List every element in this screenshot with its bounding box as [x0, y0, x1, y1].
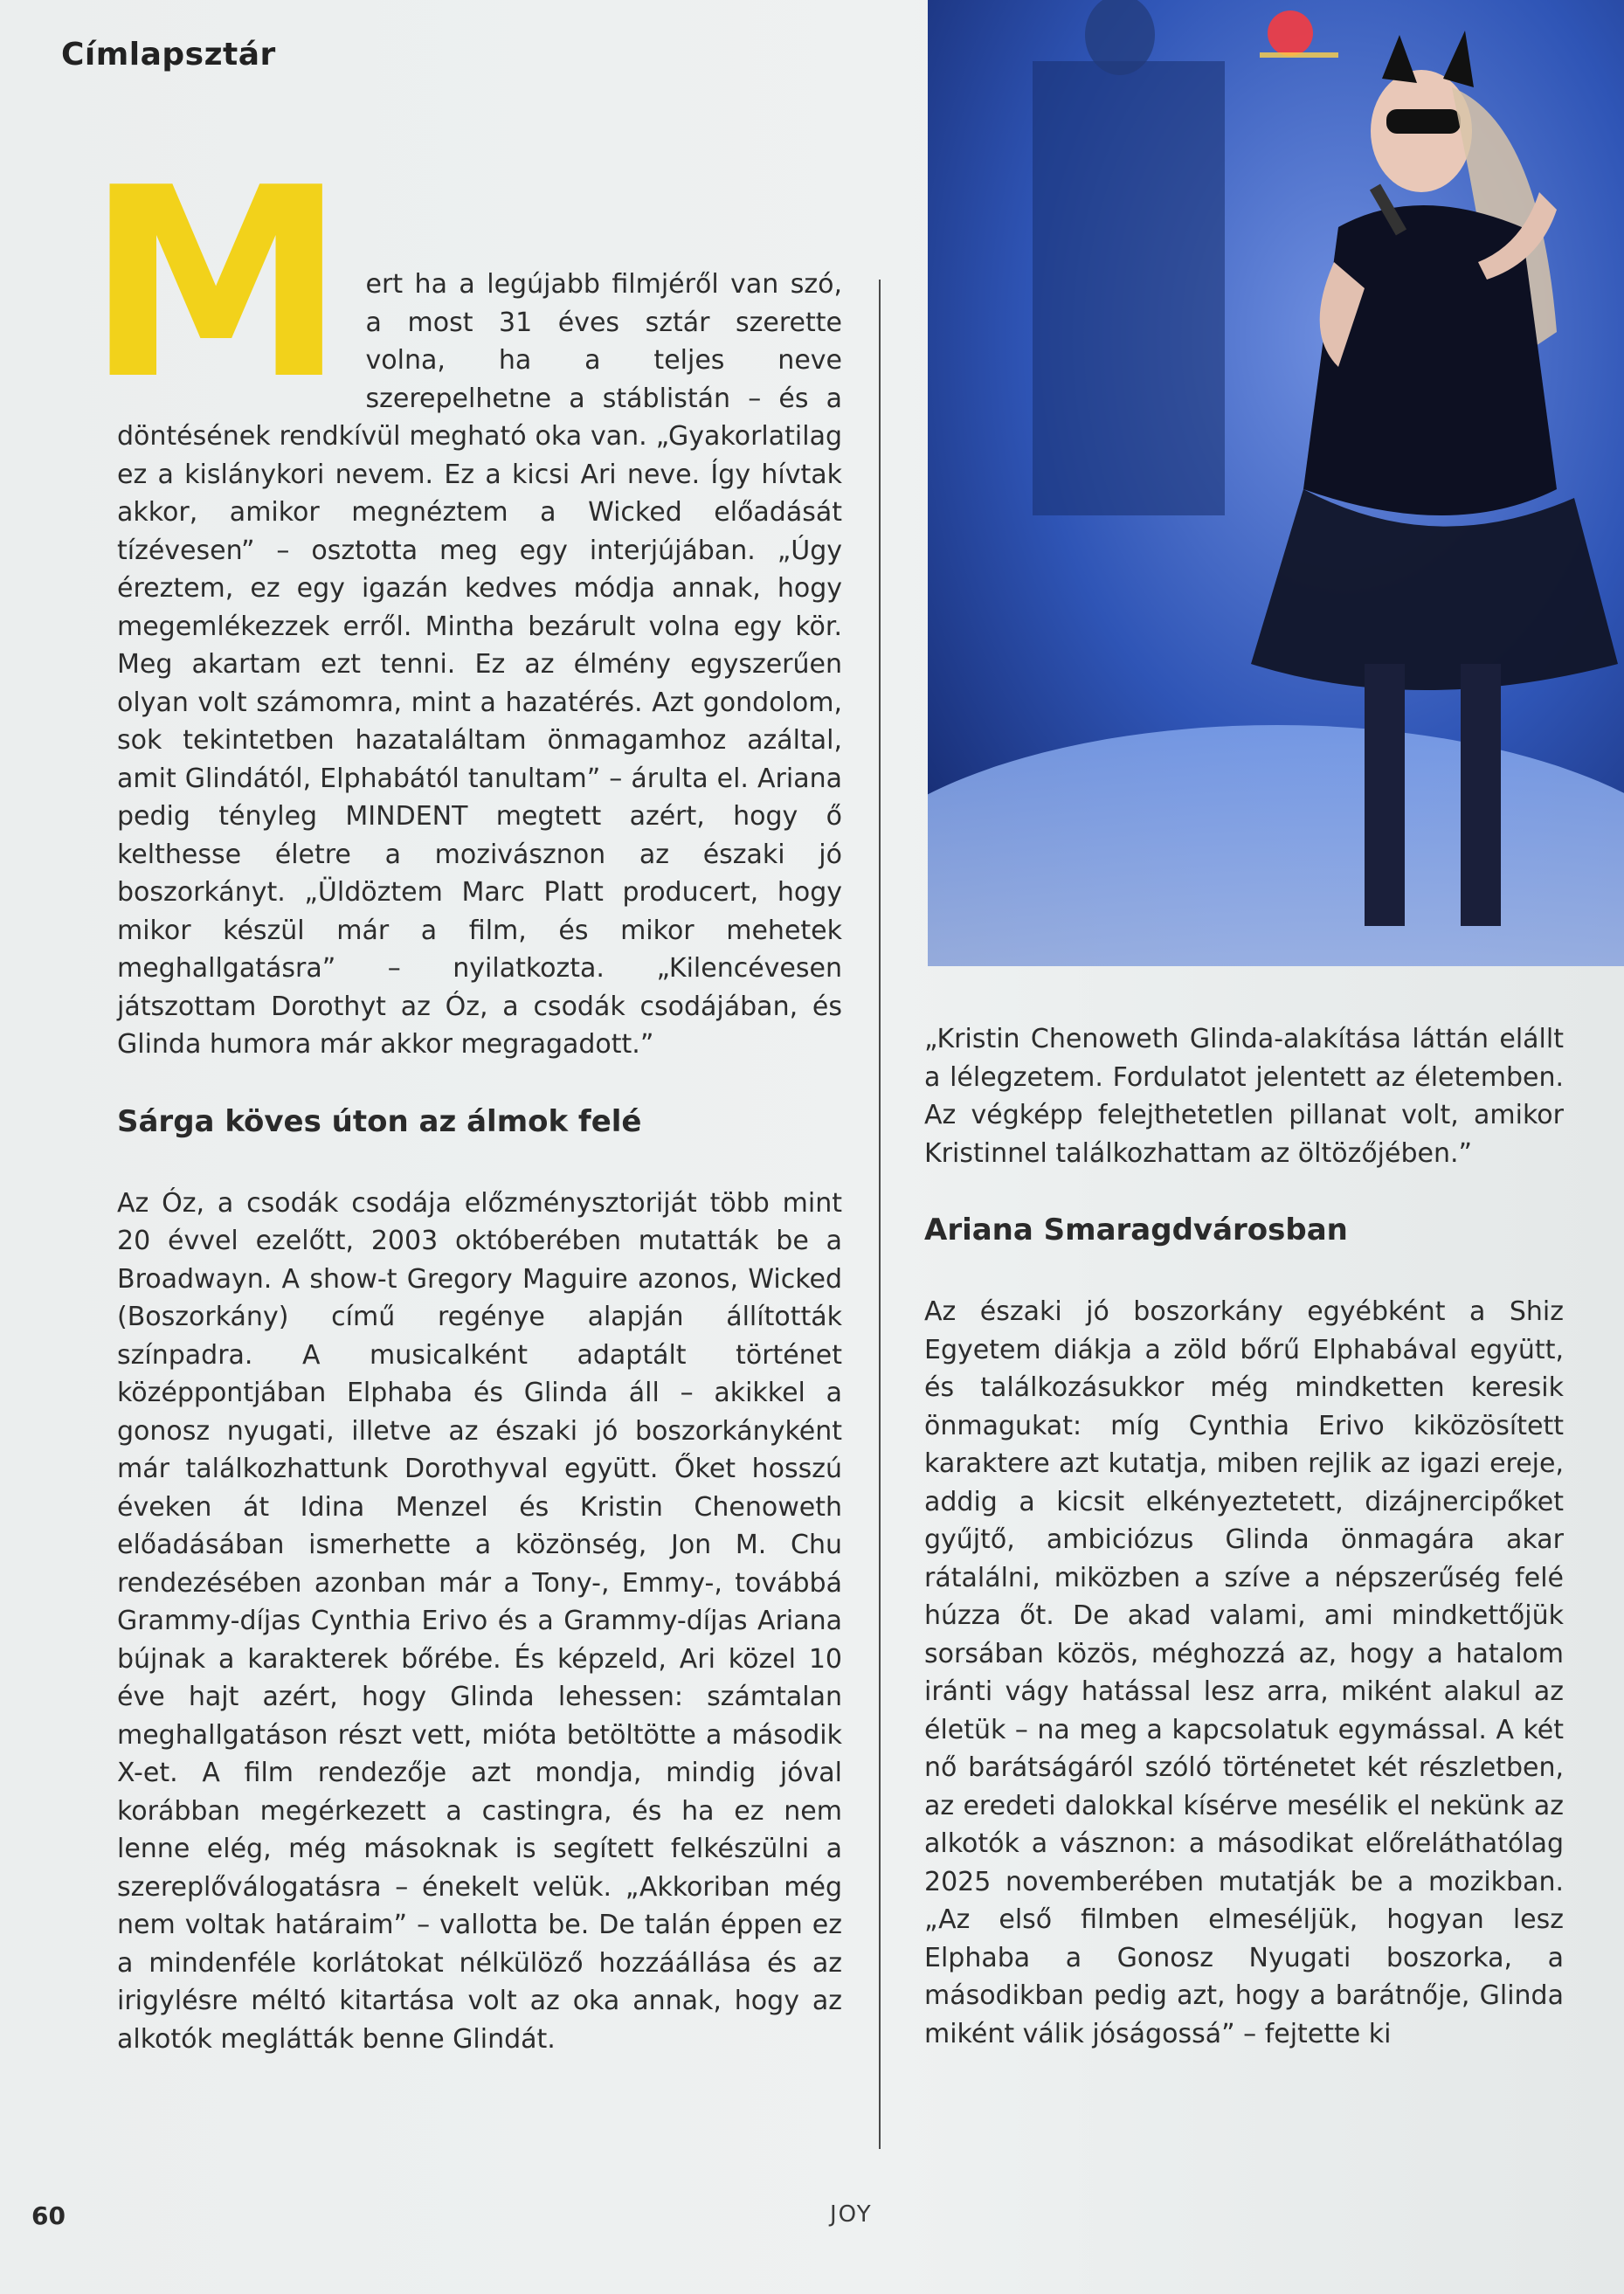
subheading-yellow-brick-road: Sárga köves úton az álmok felé — [117, 1103, 642, 1139]
page-number: 60 — [31, 2201, 66, 2230]
column-divider — [879, 280, 881, 2149]
drop-cap: M — [86, 132, 347, 437]
paragraph-broadway: Az Óz, a csodák csodája előzménysztoriját több mint 20 évvel ezelőtt, 2003 októberében mutatták be a Broadwayn. A show-t Gregory Maguire azonos, Wicked (Boszorkány) című regénye alapján állították színpadra. A musicalként adaptált történet középpontjában Elphaba és Glinda áll – akikkel a gonosz nyugati, illetve az északi jó boszorkányként már találkozhattunk Dorothyval együtt. Őket hosszú éveken át Idina Menzel és Kristin Chenoweth előadásában ismerhette a közönség, Jon M. Chu rendezésében azonban már a Tony-, Emmy-, továbbá Grammy-díjas Cynthia Erivo és a Grammy-díjas Ariana bújnak a karakterek bőrébe. És képzeld, Ari közel 10 éve hajt azért, hogy Glinda lehessen: számtalan meghallgatáson részt vett, mióta betöltötte a második X-et. A film rendezője azt mondja, mindig jóval korábban megérkezett a castingra, és ha ez nem lenne elég, még másoknak is segített felkészülni a szereplőválogatásra – énekelt velük. „Akkoriban még nem voltak határaim” – vallotta be. De talán éppen ez a mindenféle korlátokat nélkülöző hozzáállása és az irigylésre méltó kitartása volt az oka annak, hogy az alkotók meglátták benne Glindát. — [117, 1187, 842, 2055]
paragraph-glinda: Az északi jó boszorkány egyébként a Shiz Egyetem diákja a zöld bőrű Elphabával együtt, és találkozásukkor még mindketten keresik önmagukat: míg Cynthia Erivo kiközösített karaktere azt kutatja, miben rejlik az igazi ereje, addig a kicsit elkényeztetett, dizájnercipőket gyűjtő, ambiciózus Glinda önmagára akar rátalálni, miközben a szíve a népszerűség felé húzza őt. De akad valami, ami mindkettőjük sorsában közös, méghozzá az, hogy a hatalom iránti vágy hatással lesz arra, miként alakul az életük – na meg a kapcsolatuk egymással. A két nő barátságáról szóló történetet két részletben, az eredeti dalokkal kísérve mesélik el nekünk az alkotók a vásznon: a másodikat előreláthatólag 2025 novemberében mutatják be a mozikban. „Az első filmben elmeséljük, hogyan lesz Elphaba a Gonosz Nyugati boszorka, a másodikban pedig azt, hogy a barátnője, Glinda miként válik jóságossá” – fejtette ki — [924, 1296, 1564, 2049]
quote-paragraph: „Kristin Chenoweth Glinda-alakítása láttán elállt a lélegzetem. Fordulatot jelentett az életemben. Az végképp felejthetetlen pillanat volt, amikor Kristinnel találkozhattam az öltözőjében.” — [924, 1024, 1564, 1169]
section-label: Címlapsztár — [61, 37, 276, 73]
intro-paragraph: ert ha a legújabb filmjéről van szó, a most 31 éves sztár szerette volna, ha a teljes neve szerepelhetne a stáblistán – és a döntésének rendkívül megható oka van. „Gyakorlatilag ez a kislánykori nevem. Ez a kicsi Ari neve. Így hívtak akkor, amikor megnéztem a Wicked előadását tízévesen” – osztotta meg egy interjújában. „Úgy éreztem, ez egy igazán kedves módja annak, hogy megemlékezzek erről. Mintha bezárult volna egy kör. Meg akartam ezt tenni. Ez az élmény egyszerűen olyan volt számomra, mint a hazatérés. Azt gondolom, sok tekintetben hazataláltam önmagamhoz azáltal, amit Glindától, Elphabától tanultam” – árulta el. Ariana pedig tényleg MINDENT megtett azért, hogy ő kelthesse életre a mozivásznon az északi jó boszorkányt. „Üldöztem Marc Platt producert, hogy mikor készül már a film, és mikor mehetek meghallgatásra” – nyilatkozta. „Kilencévesen játszottam Dorothyt az Óz, a csodák csodájában, és Glinda humora már akkor megragadott.” — [117, 269, 842, 1060]
concert-photo — [928, 0, 1624, 966]
right-column — [924, 1020, 1564, 2053]
left-column — [86, 132, 842, 2058]
magazine-brand: JOY — [830, 2201, 873, 2228]
subheading-emerald-city: Ariana Smaragdvárosban — [924, 1213, 1348, 1247]
